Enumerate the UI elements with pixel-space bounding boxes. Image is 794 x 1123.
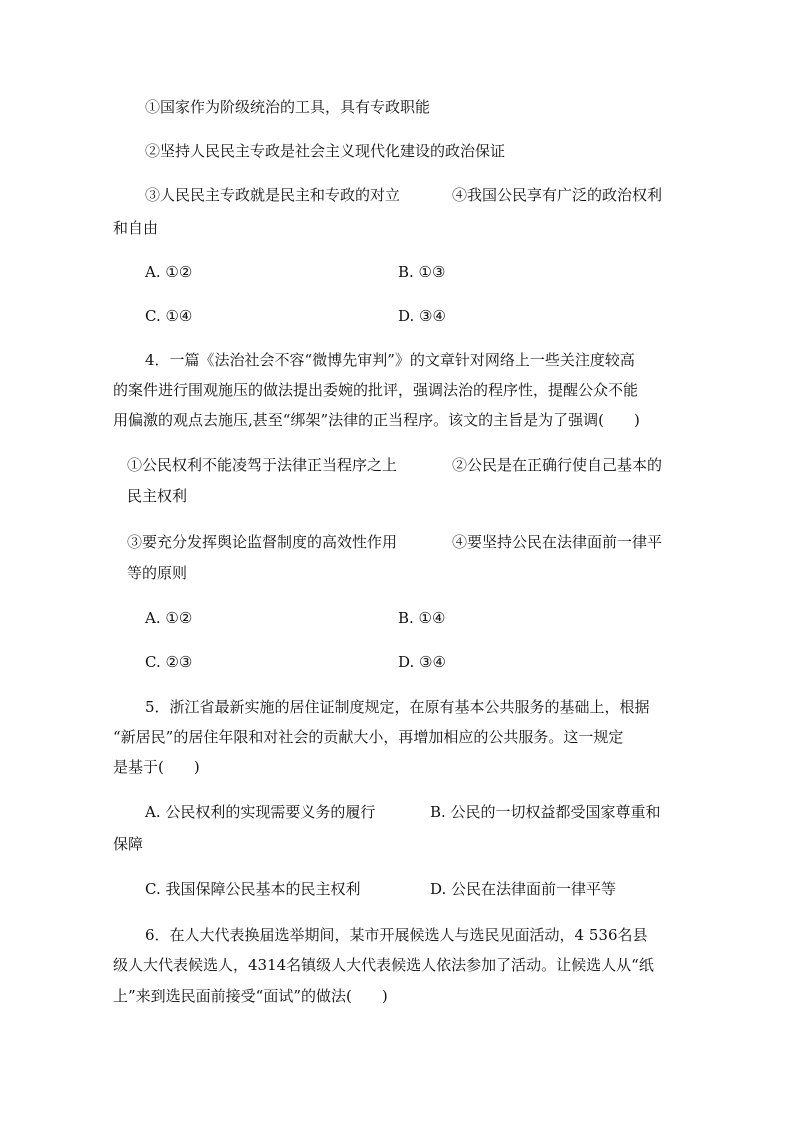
q4-option-b[interactable]: B. ①④ bbox=[398, 609, 446, 627]
q4-stem-line-2: 的案件进行围观施压的做法提出委婉的批评，强调法治的程序性，提醒公众不能 bbox=[113, 381, 639, 399]
q5-option-c[interactable]: C. 我国保障公民基本的民主权利 bbox=[145, 880, 361, 898]
q3-option-b[interactable]: B. ①③ bbox=[398, 263, 446, 281]
q3-statement-1: ①国家作为阶级统治的工具，具有专政职能 bbox=[145, 98, 431, 116]
q3-option-d[interactable]: D. ③④ bbox=[398, 307, 446, 325]
q3-statement-4: ④我国公民享有广泛的政治权利 bbox=[452, 186, 663, 204]
q3-statement-3: ③人民民主专政就是民主和专政的对立 bbox=[145, 186, 401, 204]
q4-statement-2-cont: 民主权利 bbox=[127, 487, 188, 505]
q4-statement-1: ①公民权利不能凌驾于法律正当程序之上 bbox=[127, 456, 398, 474]
q4-option-a[interactable]: A. ①② bbox=[145, 609, 193, 627]
q5-stem-line-2: “新居民”的居住年限和对社会的贡献大小，再增加相应的公共服务。这一规定 bbox=[113, 728, 624, 746]
q5-stem-line-1: 5．浙江省最新实施的居住证制度规定，在原有基本公共服务的基础上，根据 bbox=[145, 698, 650, 716]
q4-option-c[interactable]: C. ②③ bbox=[145, 653, 193, 671]
q4-statement-4-cont: 等的原则 bbox=[127, 564, 188, 582]
q3-option-a[interactable]: A. ①② bbox=[145, 263, 193, 281]
q4-stem-line-3: 用偏激的观点去施压,甚至“绑架”法律的正当程序。该文的主旨是为了强调( ) bbox=[113, 411, 640, 429]
q6-stem-line-3: 上”来到选民面前接受“面试”的做法( ) bbox=[113, 987, 388, 1005]
q4-stem-line-1: 4．一篇《法治社会不容“微博先审判”》的文章针对网络上一些关注度较高 bbox=[145, 351, 635, 369]
q4-option-d[interactable]: D. ③④ bbox=[398, 653, 446, 671]
q4-statement-4: ④要坚持公民在法律面前一律平 bbox=[452, 533, 663, 551]
q3-statement-2: ②坚持人民民主专政是社会主义现代化建设的政治保证 bbox=[145, 142, 506, 160]
q5-option-b-cont: 保障 bbox=[113, 835, 144, 853]
q4-statement-3: ③要充分发挥舆论监督制度的高效性作用 bbox=[127, 533, 398, 551]
q5-stem-line-3: 是基于( ) bbox=[113, 758, 200, 776]
q3-option-c[interactable]: C. ①④ bbox=[145, 307, 193, 325]
q5-option-b[interactable]: B. 公民的一切权益都受国家尊重和 bbox=[430, 803, 661, 821]
q3-statement-4-cont: 和自由 bbox=[113, 219, 159, 237]
q4-statement-2: ②公民是在正确行使自己基本的 bbox=[452, 456, 663, 474]
q6-stem-line-1: 6．在人大代表换届选举期间，某市开展候选人与选民见面活动，4 536名县 bbox=[145, 926, 648, 944]
q6-stem-line-2: 级人大代表候选人，4314名镇级人大代表候选人依法参加了活动。让候选人从“纸 bbox=[113, 956, 654, 974]
q5-option-a[interactable]: A. 公民权利的实现需要义务的履行 bbox=[145, 803, 376, 821]
q5-option-d[interactable]: D. 公民在法律面前一律平等 bbox=[430, 880, 617, 898]
